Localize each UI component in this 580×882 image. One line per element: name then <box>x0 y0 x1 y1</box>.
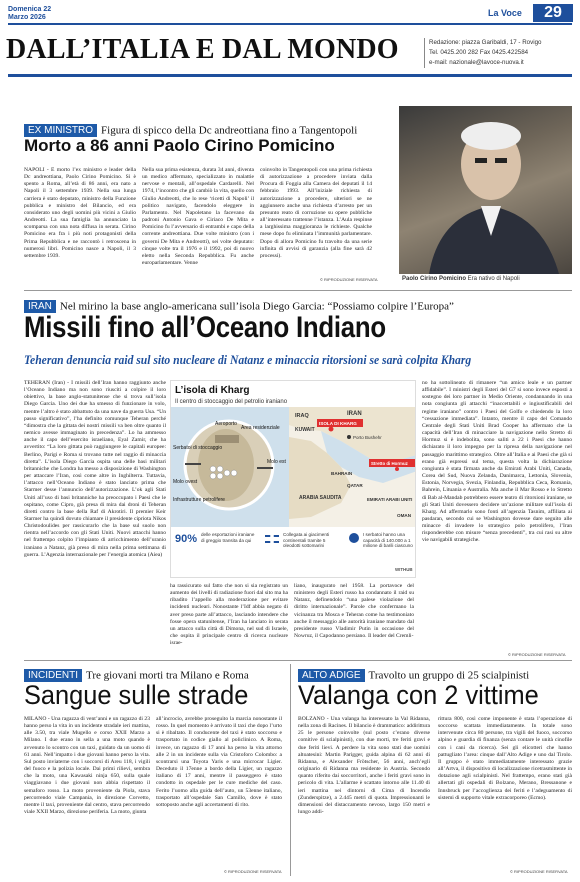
photo-caption-rest: Era nativo di Napoli <box>466 276 520 282</box>
kharg-location-dot <box>329 427 334 432</box>
article1-bottom-rule <box>24 290 572 291</box>
article2-kicker: Nel mirino la base anglo-americana sull’isola Diego Garcia: “Possiamo colpire l’Europa” <box>59 300 454 313</box>
article4-col2: rittura 800, così come imponente è stata l’operazione di soccorso scattata immediatamente. In totale sono intervenute circa 80 persone, tra vigili del fuoco, soccorso alpino e guardia di finanza (senza contare le unità cinofile con i cani da ricerca). Sei gli elicotteri che hanno pattugliato l’area: cinque dall’Alto Adige e uno dal Tirolo. Il gruppo è stato immediatamente interessato grazie all’Artva, il dispositivo di localizzazione ricetrasmittente in dotazione agli scialpinisti. Nel frattempo, erano stati già allertati gli ospedali di Bolzano, Merano, Bressanone e Innsbruck per l’accoglienza dei feriti e l’adeguamento di sistemi di supporto vitale extracorporeo (Ecmo). <box>438 716 572 801</box>
label-iran: IRAN <box>347 411 362 417</box>
article3-kicker: Tre giovani morti tra Milano e Roma <box>86 669 249 682</box>
article3-col1: MILANO - Una ragazza di vent’anni e un ragazzo di 23 hanno perso la vita in un incidente stradale ieri mattina, alle 3.50, tra viale Mugello e corso XXII Marzo a Milano. I due erano in sella a una moto quando è avvenuto lo scontro con un taxi, guidato da un uomo di 61 anni. Nell’impatto i due giovani hanno perso la vita. Sul posto inviaterne con i soccorsi di Areu 118, i vigili del fuoco e la polizia locale. Dai primi rilievi, sembra che la moto, una Kawasaki ninja 650, sulla quale viaggiavano i due giovani non abbia rispettato il semaforo rosso. La moto proveniente da Piola, stava percorrendo viale Campania, in direzione Corvetto, mentre il taxi, proveniente dal centro, stava percorrendo viale XXII Marzo, direzione periferia. La moto, giunta <box>24 716 150 816</box>
article2-col1: TEHERAN (Iran) - I missili dell’Iran hanno raggiunto anche l’Oceano Indiano ma non sono riusciti a colpire il loro obiettivo, la base anglo-statunitense che si trova sull’isola Diego Garcia. Uno dei due ha smesso di funzionare in volo, mentre l’altro è stato abbattuto da una nave da guerra Usa. “Un passo significativo”, l’ha definito comunque Teheran perché “dimostra che la gittata dei nostri missili va ben oltre quanto il nemico avesse immaginato in precedenza”. Lo ha ammesso anche il capo dell’esercito israeliano, Eyal Zamir, che ha avvertito: “La loro gittata può raggiungere le capitali europee: Berlino, Parigi e Roma si trovano tutte nel raggio di minaccia diretta”. L’isola Diego Garcia ospita una delle basi militari britanniche che Londra ha messo a disposizione di Washington per attaccare l’Iran, così come altre in Inghilterra. Tuttavia, l’attacco nell’Oceano Indiano è stato lanciato prima che Starmer desse l’annuncio dell’autorizzazione. L’ok agli Stati Uniti all’uso di basi britanniche ha preoccupato i Paesi che le ospitano, come Cipro, già presa di mira dai droni di Teheran diretti contro la base della Raf di Akrotiri. Il premier Keir Starmer ha quindi dovuto chiamare il presidente cipriota Nikos Christodoulides per rassicurarlo che la base sul suolo non rientra nell’accordo con gli Stati Uniti. Nuovi attacchi hanno nel frattempo colpito l’impianto di arricchimento dell’uranio iraniano a Natanz, già preso di mira nella prima settimana di guerra. L’Agenzia internazionale per l’energia atomica (Aiea) <box>24 380 166 558</box>
article3-tag: INCIDENTI <box>24 669 82 682</box>
column-divider <box>290 664 291 876</box>
label-kuwait: KUWAIT <box>295 427 315 433</box>
pomicino-photo <box>399 106 572 274</box>
article1-copyright: © RIPRODUZIONE RISERVATA <box>320 277 378 282</box>
label-kharg-island: ISOLA DI KHARG <box>319 421 357 426</box>
map-title: L’isola di Kharg <box>175 385 250 396</box>
article2-headline: Missili fino all’Oceano Indiano <box>24 311 386 344</box>
article1-kicker: Figura di spicco della Dc andreottiana fino a Tangentopoli <box>101 124 358 137</box>
article2-bottom-rule <box>24 660 572 661</box>
label-bushehr: Porto Bushehr <box>353 435 382 440</box>
article2-subhead: Teheran denuncia raid sul sito nucleare di Natanz e minaccia ritorsioni se sarà colpita Kharg <box>24 353 472 367</box>
article1-col1: NAPOLI - È morto l’ex ministro e leader della Dc andreottiana, Paolo Cirino Pomicino. Si è spento a Roma, all’età di 86 anni, era nato a Napoli il 3 settembre 1939. Nella sua lunga carriera è stato deputato, ministro della Funzione pubblica e ministro del Bilancio, ed era considerato uno degli uomini più vicini a Giulio Andreotti. La sua famiglia ha annunciato la scomparsa con una nota diffusa in serata. Cirino Pomicino era fra i più noti protagonisti della Prima Repubblica e ne raccontò i retroscena in numerosi libri. Pomicino nasce a Napoli, il 3 settembre 1939. <box>24 167 136 259</box>
article2-copyright: © RIPRODUZIONE RISERVATA <box>508 652 566 657</box>
map-stat1-value: 90% <box>175 533 198 545</box>
date-month: Marzo 2026 <box>8 14 46 21</box>
article3-col2: all’incrocio, avrebbe proseguito la marcia nonostante il rosso. In quel momento è arrivato il taxi che dopo l’urto si è ribaltato. Il conducente del taxi è stato soccorso e trasportato in codice giallo al policlinico. A Roma, invece, un ragazzo di 17 anni ha perso la vita attorno alle 2 in un incidente sulla via Cristoforo Colombo: a scontrarsi una Toyota Yaris e una microcar Ligier. Deceduto il 17enne a bordo della Ligier, un ragazzo italiano di 17 anni, mentre il passeggero è stato condotto in ospedale per le cure mediche del caso. Ferito l’uomo alla guida dell’auto, un 53enne italiano, trasportato all’ospedale San Camillo, dove è stato sottoposto anche agli accertamenti di rito. <box>156 716 282 808</box>
kharg-map <box>170 380 416 578</box>
label-storage: Serbatoi di stoccaggio <box>173 445 223 451</box>
pipeline-icon <box>265 535 279 543</box>
photo-caption-name: Paolo Cirino Pomicino <box>402 276 467 282</box>
map-stat3-text: I serbatoi hanno una capacità di 140.000 a 1 milione di barili ciascuno <box>363 532 413 549</box>
map-graphic <box>171 407 416 527</box>
article1-col2: Nella sua prima esistenza, durata 34 anni, diventa un medico affermato, specializzato in malattie nervose e mentali, all’ospedale Cardarelli. Nel 1974, l’incontro che gli cambiò la vita, quello con Giulio Andreotti, che lo rese ‘ricetti di Napoli’ il politico navigato, facendolo eleggere in Parlamento. Nel Napoletano la facevano da padroni Antonio Gava e Ciriaco De Mita e Pomicino fu l’avversario di entrambi e capo della corrente andreottiana. Due volte ministro (con i governi De Mita e Andreotti), sei volte deputato: cinque volte tra il 1976 e il 1992, poi di nuovo eletto nella Seconda Repubblica. Fu anche europarlamentare. Venne <box>142 167 254 267</box>
article4-copyright: © RIPRODUZIONE RISERVATA <box>510 869 568 874</box>
label-hormuz: Stretto di Hormuz <box>371 461 408 466</box>
label-east-pier: Molo est <box>267 459 286 465</box>
article3-copyright: © RIPRODUZIONE RISERVATA <box>224 869 282 874</box>
contact-box <box>424 38 574 68</box>
label-qatar: QATAR <box>347 483 363 488</box>
article2-col4: no ha sottolineato di rimanere “un amico leale e un partner affidabile”. I ministri degli Esteri del G7 si sono invece esposti a sostegno dei loro partner in Medio Oriente, condannando in una nota congiunta gli attacchi “inaccettabili e ingiustificabili del regime iraniano” contro i Paesi del Golfo e chiedendo la loro “cessazione immediata”. Intanto, mentre il capo del Comando Centrale degli Stati Uniti Brad Cooper ha affermato che la capacità dell’Iran di minacciare la navigazione nello Stretto di Hormuz si è indebolita, sono saliti a 22 i Paesi che hanno dichiarato il loro impegno per la ripresa della navigazione nel passaggio marittimo strategico. Oltre all’Italia e ai Paesi che già si erano già espressi sul tema, questa volta la dichiarazione congiunta è stata firmata anche da Emirati Arabi Uniti, Canada, Corea del Sud, Nuova Zelanda, Danimarca, Lettonia, Slovenia, Estonia, Norvegia, Svezia, Finlandia, Repubblica Ceca, Romania, Bahrein, Lituania e Australia. Ma anche il Mar Rosso e lo Stretto di Bab al-Mandab potrebbero essere teatro di ritorsioni iraniane, se gli Stati Uniti dovessero decidere un’azione militare sull’isola di Kharg. Ad affermarlo sono fonti all’agenzia Tasnim, affiliata ai pasdaran, secondo cui se Washington dovesse dare seguito alle minacce di invadere lo strategico polo petrolifero, l’Iran risponderebbe con misure “senza precedenti”, tra cui rasi su altre vie navigabili strategiche. <box>422 380 572 544</box>
article2-tag: IRAN <box>24 300 56 313</box>
portrait-silhouette-icon <box>399 106 572 274</box>
map-stat2-text: Collegata ai giacimenti continentali tramite 5 oleodotti sottomarini <box>283 532 330 549</box>
tank-stat-icon <box>349 533 359 543</box>
label-uae: EMIRATI ARABI UNITI <box>367 497 413 502</box>
label-west-pier: Molo ovest <box>173 479 198 485</box>
contact-address: Redazione: piazza Garibaldi, 17 - Rovigo <box>429 39 542 46</box>
article4-kicker: Travolto un gruppo di 25 scialpinisti <box>368 669 530 682</box>
date-day: Domenica 22 <box>8 6 52 13</box>
label-airport: Aeroporto <box>215 421 237 427</box>
date-block <box>8 6 98 22</box>
article1-tag: EX MINISTRO <box>24 124 97 137</box>
article4-col1: BOLZANO - Una valanga ha interessato la Val Ridanna, nella zona di Racines. Il bilancio è drammatico: addirittura 25 le persone coinvolte (sul posto c’erano diverse comitive di scialpinisti), con due morti, tre feriti gravi e due feriti lievi. A perdere la vita sono stati due uomini altoatesini: Martin Parigger, guida alpina di 62 anni di Ridanna, e Alexander Frötscher, 56 anni, anch’egli originario di Ridanna ma residente in Austria. Secondo quanto riferito dai soccorritori, anche i feriti gravi sono in pericolo di vita. L’allarme è scattato intorno alle 11.40 di ieri mattina nei dintorni di Cima di Incendio (Zunderspitze), a 2.445 metri di quota. Impressionanti le dimensioni del distaccamento nevoso, largo 150 metri e lungo addi- <box>298 716 430 816</box>
label-saudi: ARABIA SAUDITA <box>299 495 342 501</box>
label-residential: Area residenziale <box>241 425 280 431</box>
section-rule <box>8 74 572 77</box>
top-rule <box>8 23 572 25</box>
map-stat1-text: delle esportazioni iraniane di greggio transita da qui <box>201 532 255 543</box>
section-title: DALL’ITALIA E DAL MONDO <box>6 34 399 65</box>
contact-email: e-mail: nazionale@lavoce-nuova.it <box>429 59 524 66</box>
article3-headline: Sangue sulle strade <box>24 680 249 710</box>
article1-col3: coinvolto in Tangentopoli con una prima richiesta di autorizzazione a procedere inviata dalla Procura di Foggia alla Camera dei deputati il 14 febbraio 1993. All’iniziale richiesta di autorizzazione a procedere, ulteriori se ne aggiunsero anche una richiesta d’arresto per un presunto reato di corruzione su opere pubbliche all’interessato trattenne l’istanza. L’Aula respinse a larghissima maggioranza le richieste. Qualche mese dopo fu eliminata l’immunità parlamentare. Dopo di allora Pomicino fu travolto da una serie infinita di avvisi di garanzia (alla fine sarà 42 processi). <box>260 167 372 259</box>
article4-tag: ALTO ADIGE <box>298 669 365 682</box>
label-oil-infra: Infrastrutture petrolifere <box>173 497 225 503</box>
page-number: 29 <box>533 4 573 22</box>
article2-col3: liano, inaugurato nel 1958. La portavoce del ministero degli Esteri russo ha condannato il raid su Natanz, definendolo “una palese violazione del diritto internazionale”. Parole che confermano la vicinanza tra Mosca e Teheran come ha testimoniato anche il messaggio alle autorità iraniane mandato dal presidente russo Vladimir Putin in occasione del Nowruz, il Capodanno persiano. Il leader del Cremli- <box>294 583 414 640</box>
article1-headline: Morto a 86 anni Paolo Cirino Pomicino <box>24 136 335 155</box>
label-bahrain: BAHRAIN <box>331 471 353 476</box>
article4-headline: Valanga con 2 vittime <box>298 680 539 710</box>
brand-name: La Voce <box>488 8 522 18</box>
label-oman: OMAN <box>397 513 412 518</box>
label-iraq: IRAQ <box>295 413 309 419</box>
photo-caption <box>402 276 520 282</box>
article2-col2: ha rassicurato sul fatto che non si sia registrato un aumento dei livelli di radiazione fuori dal sito ma ha ribadito l’appello alla moderazione per evitare incidenti nucleari. Nonostante l’Idf abbia negato di aver preso parte all’attacco, lasciando intendere che fosse opera statunitense, l’Iran ha lanciato in serata un attacco sulla città di Dimona, nel sud di Israele, che ospita il principale centro di ricerca nucleare israe- <box>170 583 288 647</box>
map-subtitle: Il centro di stoccaggio del petrolio iraniano <box>175 399 288 405</box>
contact-phone: Tel. 0425.200 282 Fax 0425.422584 <box>429 49 529 56</box>
map-credit: WITHUB <box>395 567 413 572</box>
